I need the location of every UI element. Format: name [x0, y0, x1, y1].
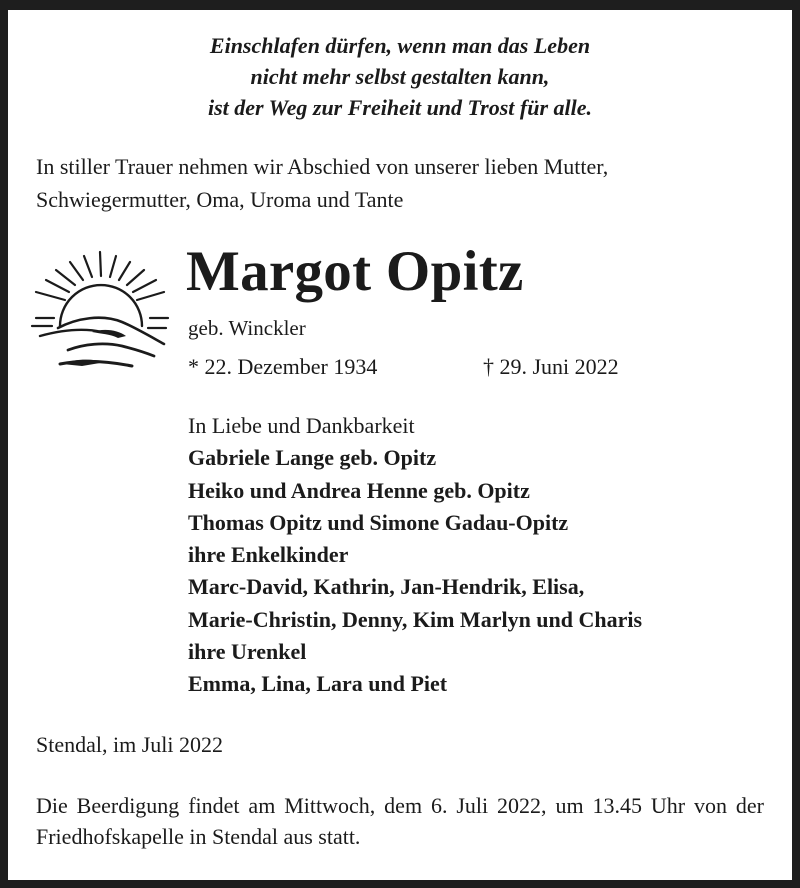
deceased-name: Margot Opitz — [186, 240, 524, 303]
motto-line: Einschlafen dürfen, wenn man das Leben — [209, 33, 591, 58]
motto-verse — [8, 30, 792, 123]
death-date: † 29. Juni 2022 — [483, 354, 619, 379]
motto-line: nicht mehr selbst gestalten kann, — [250, 64, 550, 89]
sunset-over-hills-icon — [22, 246, 174, 376]
life-dates — [188, 352, 619, 382]
mourner-line: Marie-Christin, Denny, Kim Marlyn und Charis — [188, 606, 643, 632]
intro-text: In stiller Trauer nehmen wir Abschied von unserer lieben Mutter, Schwiegermutter, Oma, Uroma und Tante — [36, 154, 609, 212]
funeral-notice: Die Beerdigung findet am Mittwoch, dem 6. Juli 2022, um 13.45 Uhr von der Friedhofskapelle in Stendal aus statt. — [36, 793, 764, 849]
mourner-line: Emma, Lina, Lara und Piet — [188, 671, 448, 697]
closing-phrase: In Liebe und Dankbarkeit — [188, 413, 415, 438]
maiden-name: geb. Winckler — [188, 316, 306, 340]
mourner-line: Marc-David, Kathrin, Jan-Hendrik, Elisa, — [188, 574, 585, 600]
mourner-line: ihre Urenkel — [188, 639, 307, 665]
mourner-line: Gabriele Lange geb. Opitz — [188, 445, 437, 471]
mourner-line: Thomas Opitz und Simone Gadau-Opitz — [188, 509, 569, 535]
mourner-line: Heiko und Andrea Henne geb. Opitz — [188, 477, 530, 503]
birth-date: * 22. Dezember 1934 — [188, 354, 378, 379]
place-and-date: Stendal, im Juli 2022 — [36, 732, 223, 757]
mourners-list — [188, 410, 778, 701]
motto-line: ist der Weg zur Freiheit und Trost für alle. — [207, 95, 593, 120]
mourner-line: ihre Enkelkinder — [188, 542, 349, 568]
